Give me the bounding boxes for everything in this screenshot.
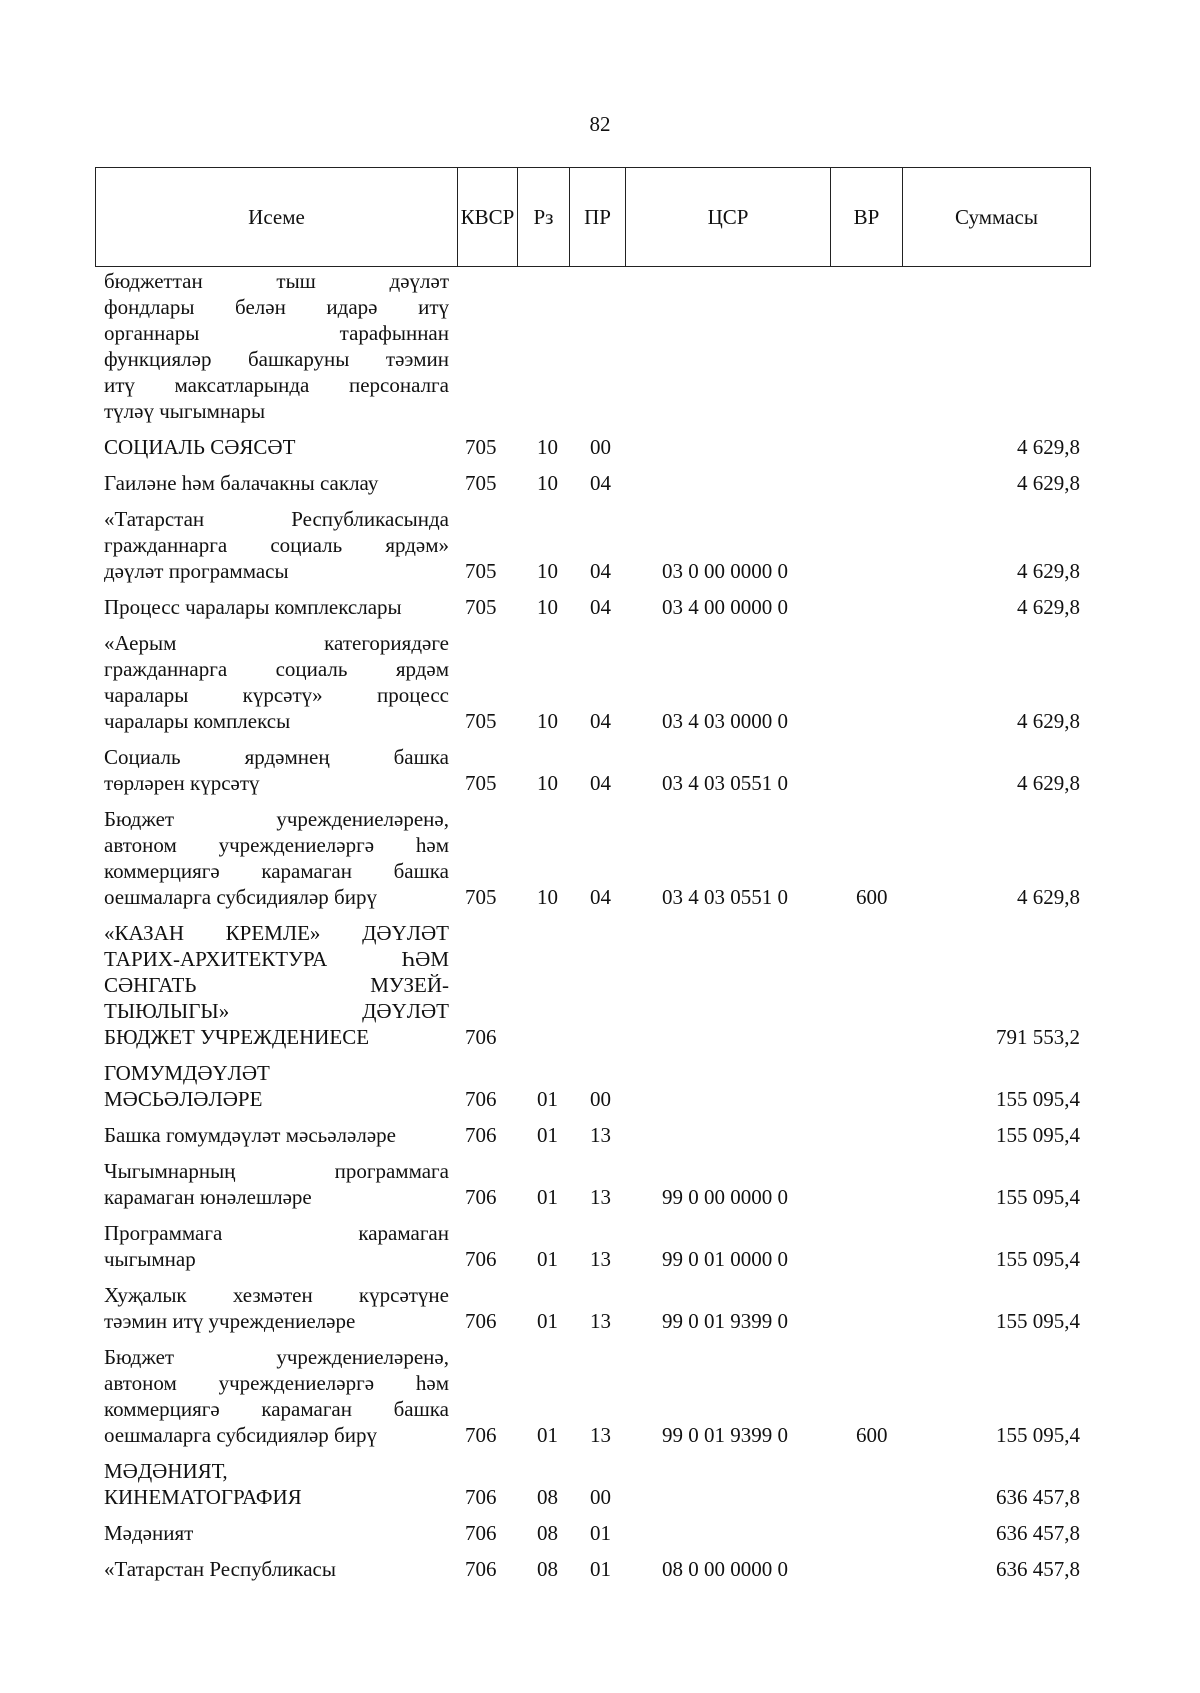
cell-sum: 636 457,8 xyxy=(996,1521,1080,1545)
row-name xyxy=(104,1282,449,1334)
cell-csr: 08 0 00 0000 0 xyxy=(662,1557,788,1581)
row-name xyxy=(104,506,449,584)
row-name-line: СОЦИАЛЬ СӘЯСӘТ xyxy=(104,435,296,459)
row-name-line: КИНЕМАТОГРАФИЯ xyxy=(104,1485,302,1509)
cell-pr: 04 xyxy=(590,595,611,619)
row-name xyxy=(104,434,449,460)
row-name xyxy=(104,920,449,1050)
cell-pr: 04 xyxy=(590,559,611,583)
cell-pr: 04 xyxy=(590,471,611,495)
row-name xyxy=(104,744,449,796)
row-name-line: МӘСЬӘЛӘЛӘРЕ xyxy=(104,1087,263,1111)
cell-sum: 155 095,4 xyxy=(996,1123,1080,1147)
table-row xyxy=(0,1520,1200,1546)
cell-rz: 01 xyxy=(537,1423,558,1447)
table-row xyxy=(0,1282,1200,1334)
cell-rz: 01 xyxy=(537,1123,558,1147)
cell-sum: 4 629,8 xyxy=(1017,709,1080,733)
table-row xyxy=(0,594,1200,620)
row-name xyxy=(104,594,449,620)
cell-vr: 600 xyxy=(856,1423,888,1447)
row-name-line: Бюджет учреждениеләренә, xyxy=(104,807,449,831)
row-name-line: МӘДӘНИЯТ, xyxy=(104,1459,228,1483)
table-row xyxy=(0,1344,1200,1448)
cell-sum: 155 095,4 xyxy=(996,1087,1080,1111)
cell-kvsr: 705 xyxy=(465,595,497,619)
table-header xyxy=(95,167,1091,267)
row-name-line: гражданнарга социаль ярдәм» xyxy=(104,533,449,557)
cell-sum: 155 095,4 xyxy=(996,1185,1080,1209)
cell-csr: 03 4 00 0000 0 xyxy=(662,595,788,619)
cell-kvsr: 706 xyxy=(465,1247,497,1271)
cell-rz: 10 xyxy=(537,435,558,459)
row-name-line: оешмаларга субсидияләр бирү xyxy=(104,885,377,909)
row-name-line: «КАЗАН КРЕМЛЕ» ДӘҮЛӘТ xyxy=(104,921,449,945)
cell-kvsr: 706 xyxy=(465,1423,497,1447)
budget-rows xyxy=(0,268,1200,1592)
row-name xyxy=(104,1556,449,1582)
table-row xyxy=(0,1458,1200,1510)
cell-pr: 01 xyxy=(590,1521,611,1545)
cell-pr: 01 xyxy=(590,1557,611,1581)
row-name xyxy=(104,1158,449,1210)
cell-sum: 155 095,4 xyxy=(996,1309,1080,1333)
header-name: Исеме xyxy=(96,168,458,267)
row-name xyxy=(104,630,449,734)
row-name-line: чаралары комплексы xyxy=(104,709,291,733)
cell-rz: 01 xyxy=(537,1309,558,1333)
row-name-line: Бюджет учреждениеләренә, xyxy=(104,1345,449,1369)
row-name-line: Башка гомумдәүләт мәсьәләләре xyxy=(104,1123,396,1147)
table-row xyxy=(0,806,1200,910)
row-name-line: итү максатларында персоналга xyxy=(104,373,449,397)
cell-rz: 08 xyxy=(537,1557,558,1581)
row-name xyxy=(104,1122,449,1148)
cell-kvsr: 706 xyxy=(465,1087,497,1111)
cell-kvsr: 706 xyxy=(465,1485,497,1509)
cell-pr: 00 xyxy=(590,435,611,459)
cell-sum: 636 457,8 xyxy=(996,1485,1080,1509)
cell-pr: 13 xyxy=(590,1309,611,1333)
row-name xyxy=(104,470,449,496)
row-name-line: оешмаларга субсидияләр бирү xyxy=(104,1423,377,1447)
table-row xyxy=(0,920,1200,1050)
row-name-line: Процесс чаралары комплекслары xyxy=(104,595,402,619)
cell-kvsr: 706 xyxy=(465,1185,497,1209)
cell-sum: 4 629,8 xyxy=(1017,885,1080,909)
row-name-line: фондлары белән идарә итү xyxy=(104,295,449,319)
row-name-line: автоном учреждениеләргә һәм xyxy=(104,833,449,857)
cell-sum: 791 553,2 xyxy=(996,1025,1080,1049)
row-name xyxy=(104,806,449,910)
cell-csr: 99 0 01 9399 0 xyxy=(662,1423,788,1447)
row-name-line: Чыгымнарның программага xyxy=(104,1159,449,1183)
cell-rz: 01 xyxy=(537,1087,558,1111)
cell-pr: 13 xyxy=(590,1247,611,1271)
row-name-line: Программага карамаган xyxy=(104,1221,449,1245)
table-row xyxy=(0,470,1200,496)
header-sum: Суммасы xyxy=(903,168,1091,267)
cell-vr: 600 xyxy=(856,885,888,909)
cell-kvsr: 705 xyxy=(465,885,497,909)
row-name-line: карамаган юнәлешләре xyxy=(104,1185,312,1209)
header-pr: ПР xyxy=(570,168,626,267)
cell-kvsr: 706 xyxy=(465,1309,497,1333)
row-name-line: «Татарстан Республикасы xyxy=(104,1557,336,1581)
row-name xyxy=(104,1520,449,1546)
row-name-line: дәүләт программасы xyxy=(104,559,289,583)
table-row xyxy=(0,1556,1200,1582)
row-name-line: функцияләр башкаруны тәэмин xyxy=(104,347,449,371)
cell-pr: 04 xyxy=(590,709,611,733)
cell-sum: 636 457,8 xyxy=(996,1557,1080,1581)
cell-pr: 00 xyxy=(590,1087,611,1111)
row-name-line: коммерциягә карамаган башка xyxy=(104,1397,449,1421)
row-name-line: чыгымнар xyxy=(104,1247,196,1271)
cell-kvsr: 705 xyxy=(465,435,497,459)
cell-pr: 04 xyxy=(590,885,611,909)
cell-kvsr: 705 xyxy=(465,471,497,495)
cell-csr: 03 4 03 0551 0 xyxy=(662,885,788,909)
cell-pr: 13 xyxy=(590,1123,611,1147)
cell-sum: 4 629,8 xyxy=(1017,435,1080,459)
cell-rz: 10 xyxy=(537,771,558,795)
row-name-line: чаралары күрсәтү» процесс xyxy=(104,683,449,707)
row-name-line: ТАРИХ-АРХИТЕКТУРА ҺӘМ xyxy=(104,947,449,971)
cell-sum: 4 629,8 xyxy=(1017,595,1080,619)
cell-sum: 155 095,4 xyxy=(996,1247,1080,1271)
cell-sum: 4 629,8 xyxy=(1017,559,1080,583)
table-row xyxy=(0,1122,1200,1148)
row-name-line: органнары тарафыннан xyxy=(104,321,449,345)
cell-pr: 00 xyxy=(590,1485,611,1509)
row-name-line: Мәдәният xyxy=(104,1521,194,1545)
cell-sum: 4 629,8 xyxy=(1017,771,1080,795)
row-name-line: автоном учреждениеләргә һәм xyxy=(104,1371,449,1395)
cell-kvsr: 706 xyxy=(465,1123,497,1147)
row-name-line: БЮДЖЕТ УЧРЕЖДЕНИЕСЕ xyxy=(104,1025,370,1049)
row-name-line: коммерциягә карамаган башка xyxy=(104,859,449,883)
cell-rz: 10 xyxy=(537,709,558,733)
row-name-line: тәэмин итү учреждениеләре xyxy=(104,1309,356,1333)
row-name-line: ТЫЮЛЫГЫ» ДӘҮЛӘТ xyxy=(104,999,449,1023)
cell-rz: 10 xyxy=(537,595,558,619)
row-name xyxy=(104,1458,449,1510)
table-row xyxy=(0,1060,1200,1112)
cell-csr: 03 0 00 0000 0 xyxy=(662,559,788,583)
cell-csr: 99 0 00 0000 0 xyxy=(662,1185,788,1209)
row-name-line: бюджеттан тыш дәүләт xyxy=(104,269,449,293)
cell-rz: 08 xyxy=(537,1485,558,1509)
table-row xyxy=(0,506,1200,584)
page-number: 82 xyxy=(589,112,611,136)
cell-kvsr: 706 xyxy=(465,1557,497,1581)
table-row xyxy=(0,1158,1200,1210)
cell-csr: 99 0 01 9399 0 xyxy=(662,1309,788,1333)
row-name-line: «Аерым категориядәге xyxy=(104,631,449,655)
cell-kvsr: 706 xyxy=(465,1521,497,1545)
cell-sum: 155 095,4 xyxy=(996,1423,1080,1447)
table-row xyxy=(0,744,1200,796)
row-name-line: ГОМУМДӘҮЛӘТ xyxy=(104,1061,270,1085)
cell-kvsr: 706 xyxy=(465,1025,497,1049)
cell-rz: 08 xyxy=(537,1521,558,1545)
cell-csr: 03 4 03 0551 0 xyxy=(662,771,788,795)
cell-rz: 01 xyxy=(537,1185,558,1209)
row-name-line: төрләрен күрсәтү xyxy=(104,771,260,795)
row-name xyxy=(104,1344,449,1448)
cell-kvsr: 705 xyxy=(465,771,497,795)
row-name-line: «Татарстан Республикасында xyxy=(104,507,449,531)
cell-rz: 01 xyxy=(537,1247,558,1271)
table-row xyxy=(0,1220,1200,1272)
row-name-line: СӘНГАТЬ МУЗЕЙ- xyxy=(104,973,449,997)
header-csr: ЦСР xyxy=(626,168,831,267)
cell-sum: 4 629,8 xyxy=(1017,471,1080,495)
cell-pr: 13 xyxy=(590,1423,611,1447)
cell-rz: 10 xyxy=(537,559,558,583)
cell-csr: 99 0 01 0000 0 xyxy=(662,1247,788,1271)
row-name xyxy=(104,1060,449,1112)
row-name-line: Гаиләне һәм балачакны саклау xyxy=(104,471,379,495)
cell-rz: 10 xyxy=(537,471,558,495)
cell-rz: 10 xyxy=(537,885,558,909)
row-name-line: Социаль ярдәмнең башка xyxy=(104,745,449,769)
cell-kvsr: 705 xyxy=(465,709,497,733)
header-kvsr: КВСР xyxy=(458,168,518,267)
table-row xyxy=(0,434,1200,460)
row-name xyxy=(104,268,449,424)
cell-pr: 13 xyxy=(590,1185,611,1209)
header-vr: ВР xyxy=(831,168,903,267)
table-row xyxy=(0,268,1200,424)
header-rz: Рз xyxy=(518,168,570,267)
row-name-line: гражданнарга социаль ярдәм xyxy=(104,657,449,681)
row-name-line: түләү чыгымнары xyxy=(104,399,266,423)
cell-kvsr: 705 xyxy=(465,559,497,583)
cell-pr: 04 xyxy=(590,771,611,795)
table-row xyxy=(0,630,1200,734)
cell-csr: 03 4 03 0000 0 xyxy=(662,709,788,733)
row-name xyxy=(104,1220,449,1272)
row-name-line: Хуҗалык хезмәтен күрсәтүне xyxy=(104,1283,449,1307)
